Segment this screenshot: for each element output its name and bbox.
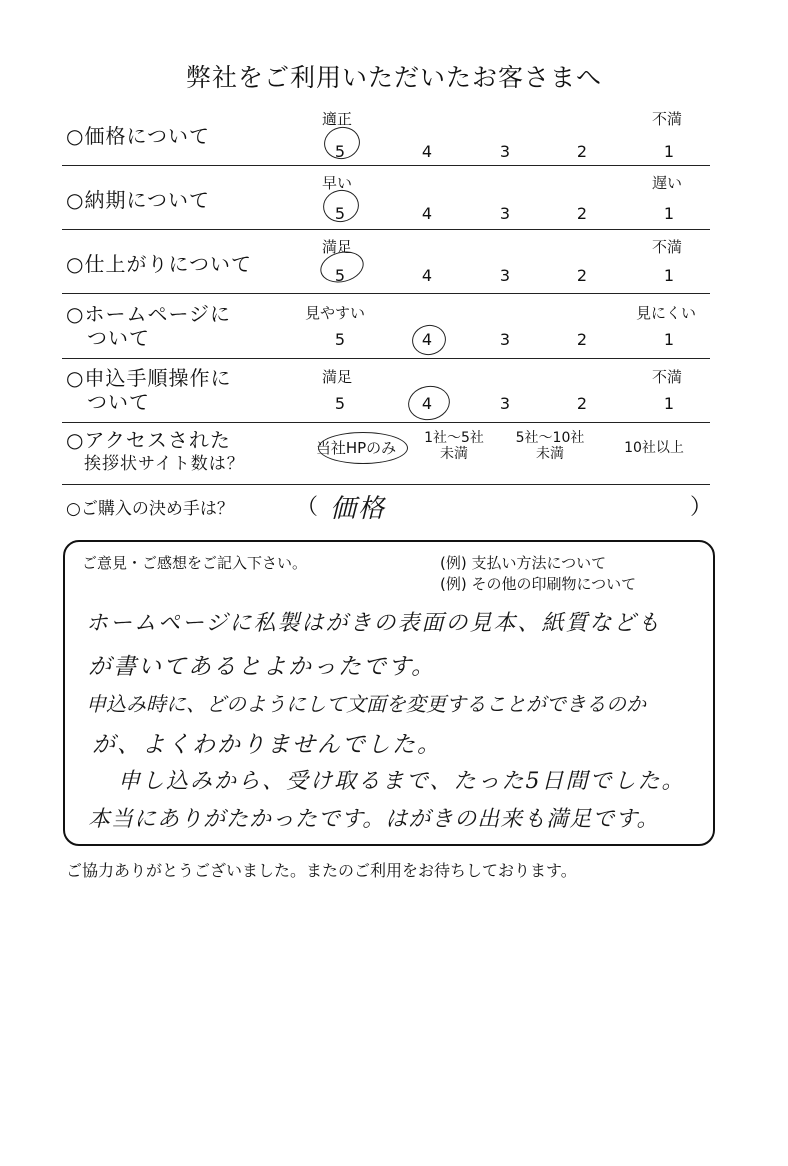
scale-option[interactable]: 1 [663,266,675,285]
scale-option[interactable]: 5 [334,204,346,223]
scale-option[interactable]: 3 [499,142,511,161]
scale-option[interactable]: 2 [576,142,588,161]
access-option[interactable]: 10社以上 [624,440,684,456]
handwritten-comment-line: 本当にありがたかったです。はがきの出来も満足です。 [88,807,660,832]
scale-option[interactable]: 1 [663,394,675,413]
scale-option[interactable]: 5 [334,394,346,413]
row-divider [62,358,710,359]
scale-option[interactable]: 5 [334,142,346,161]
question-delivery-right-label: 遅い [652,174,683,192]
access-option[interactable]: 5社～10社 未満 [515,430,585,462]
access-option[interactable]: 1社～5社 未満 [424,430,484,462]
question-application-label: ○申込手順操作に ついて [66,366,232,414]
scale-option[interactable]: 4 [421,330,433,349]
selected-answer-circle [321,124,363,163]
question-finish-label: ○仕上がりについて [66,252,253,276]
question-access-label: ○アクセスされた 挨拶状サイト数は？ [66,428,245,474]
question-finish-right-label: 不満 [652,238,683,256]
scale-option[interactable]: 4 [421,394,433,413]
scale-option[interactable]: 3 [499,330,511,349]
question-homepage-left-label: 見やすい [305,304,366,322]
comments-example: (例) 支払い方法について [440,554,607,572]
question-homepage-label: ○ホームページに ついて [66,302,232,350]
handwritten-comment-line: 申込み時に、どのようにして文面を変更することができるのか [86,692,646,716]
scale-option[interactable]: 2 [576,394,588,413]
question-application-right-label: 不満 [652,368,683,386]
row-divider [62,229,710,230]
handwritten-comment-line: が書いてあるとよかったです。 [88,654,437,680]
question-purchase-label: ○ご購入の決め手は？ [66,499,234,519]
comments-heading: ご意見・ご感想をご記入下さい。 [82,554,308,572]
question-delivery-left-label: 早い [322,174,353,192]
access-option[interactable]: 当社HPのみ [315,439,397,457]
scale-option[interactable]: 5 [334,266,346,285]
page-title: 弊社をご利用いただいたお客さまへ [185,63,602,92]
purchase-answer[interactable]: 価格 [330,494,387,524]
footer-thanks: ご協力ありがとうございました。またのご利用をお待ちしております。 [66,861,577,880]
row-divider [62,484,710,485]
question-price-right-label: 不満 [652,110,683,128]
question-homepage-right-label: 見にくい [636,304,697,322]
question-price-left-label: 適正 [322,110,353,128]
scale-option[interactable]: 5 [334,330,346,349]
scale-option[interactable]: 2 [576,266,588,285]
selected-answer-circle [410,322,449,357]
scale-option[interactable]: 1 [663,330,675,349]
selected-answer-circle [318,432,408,464]
selected-answer-circle [405,383,452,424]
comments-example: (例) その他の印刷物について [440,575,637,593]
scale-option[interactable]: 4 [421,266,433,285]
question-finish-left-label: 満足 [322,238,353,256]
handwritten-comment-line: 申し込みから、受け取るまで、たった5日間でした。 [118,769,686,794]
question-price-label: ○価格について [66,124,211,148]
question-application-left-label: 満足 [322,368,353,386]
scale-option[interactable]: 3 [499,204,511,223]
row-divider [62,293,710,294]
scale-option[interactable]: 3 [499,394,511,413]
row-divider [62,422,710,423]
open-paren: （ [296,495,319,520]
scale-option[interactable]: 2 [576,330,588,349]
scale-option[interactable]: 1 [663,204,675,223]
scale-option[interactable]: 1 [663,142,675,161]
scale-option[interactable]: 4 [421,204,433,223]
scale-option[interactable]: 3 [499,266,511,285]
row-divider [62,165,710,166]
handwritten-comment-line: が、よくわかりませんでした。 [92,732,442,758]
handwritten-comment-line: ホームページに私製はがきの表面の見本、紙質なども [86,611,662,636]
question-delivery-label: ○納期について [66,188,211,212]
scale-option[interactable]: 4 [421,142,433,161]
scale-option[interactable]: 2 [576,204,588,223]
close-paren: ） [690,495,713,520]
